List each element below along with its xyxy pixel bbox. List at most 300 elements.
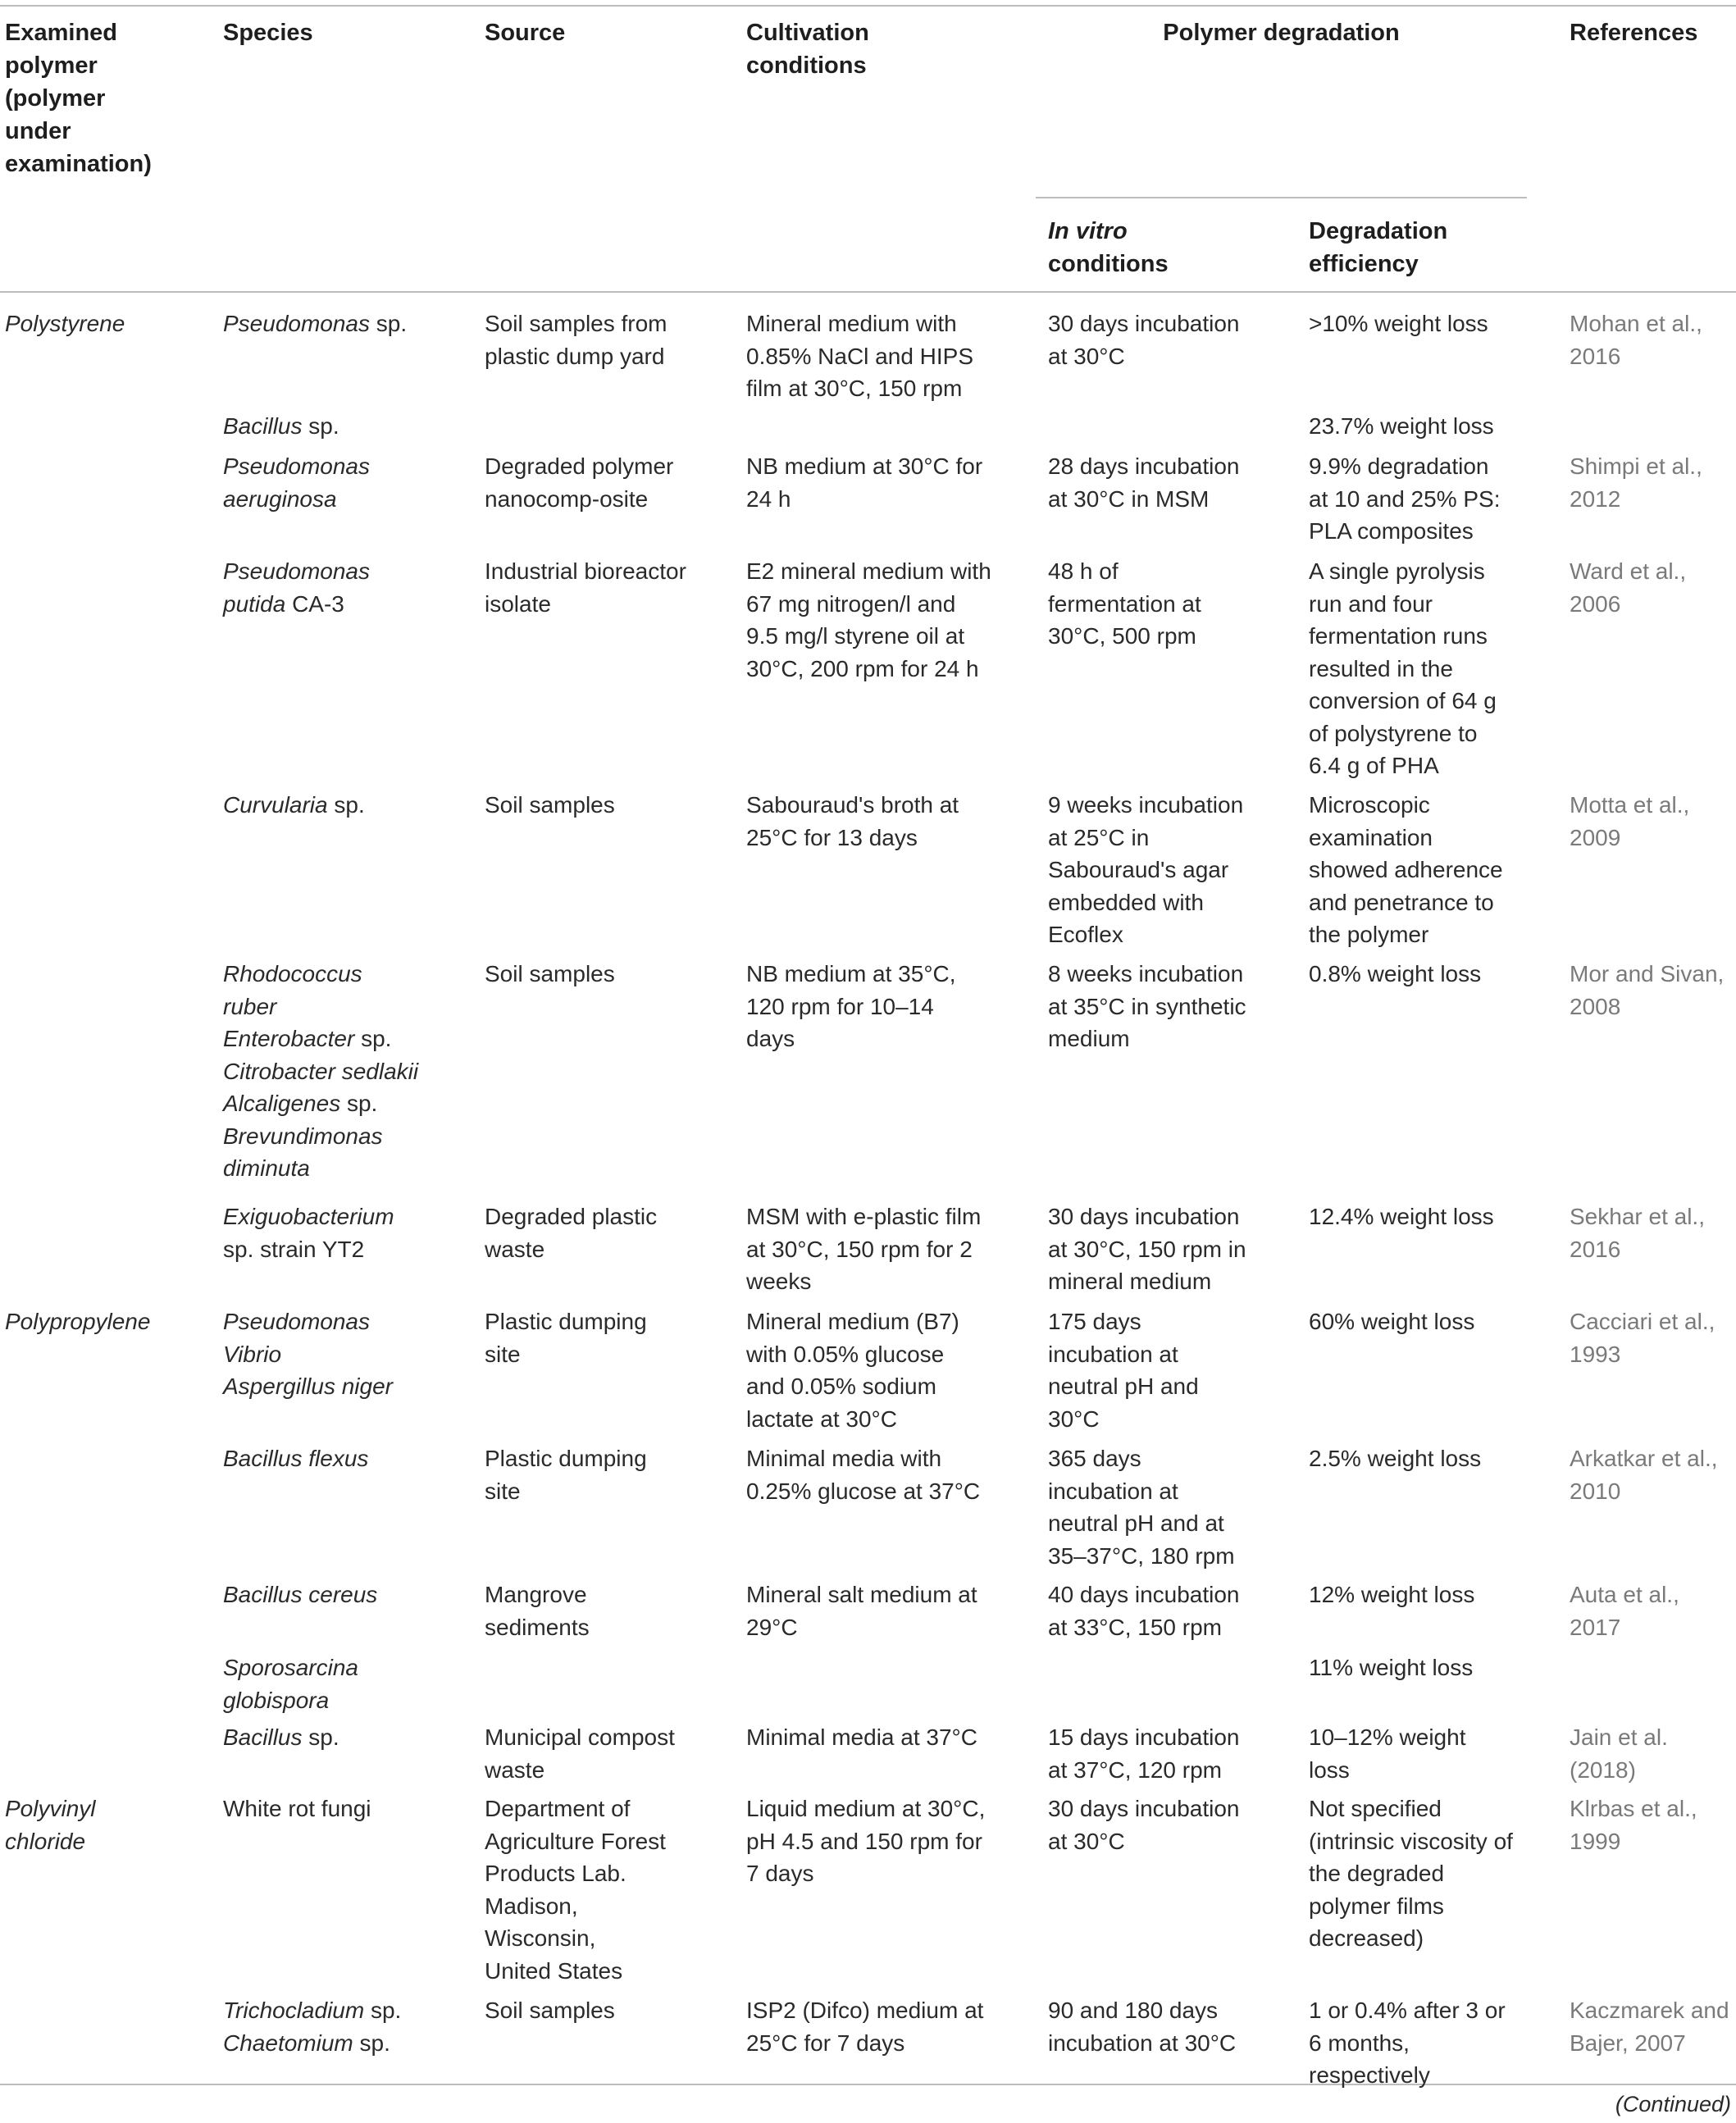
table-cell-cultivation bbox=[746, 1579, 977, 1643]
table-cell-source bbox=[485, 1305, 647, 1370]
invitro-line: neutral pH and at bbox=[1048, 1510, 1224, 1536]
species-suffix: sp. bbox=[370, 311, 408, 336]
invitro-line: 40 days incubation bbox=[1048, 1582, 1240, 1607]
reference-line: Kaczmarek and bbox=[1570, 1998, 1729, 2023]
reference-line: Arkatkar et al., bbox=[1570, 1446, 1718, 1471]
species-line bbox=[223, 1338, 393, 1371]
source-line: United States bbox=[485, 1957, 623, 1984]
reference-line: Shimpi et al., bbox=[1570, 453, 1702, 479]
species-line bbox=[223, 1023, 418, 1055]
species-name: Rhodococcus bbox=[223, 961, 362, 986]
cultivation-line: NB medium at 35°C, bbox=[746, 961, 956, 986]
invitro-line: mineral medium bbox=[1048, 1269, 1212, 1294]
species-name: Bacillus flexus bbox=[223, 1446, 369, 1471]
table-cell-invitro bbox=[1048, 1305, 1199, 1435]
efficiency-line: examination bbox=[1309, 824, 1433, 850]
reference-line: 2017 bbox=[1570, 1614, 1621, 1640]
table-cell-invitro bbox=[1048, 1579, 1240, 1643]
efficiency-line: at 10 and 25% PS: bbox=[1309, 485, 1501, 512]
source-line: Wisconsin, bbox=[485, 1925, 596, 1951]
invitro-line: incubation at 30°C bbox=[1048, 2030, 1237, 2056]
table-cell-reference bbox=[1570, 450, 1702, 515]
source-line: Degraded polymer bbox=[485, 453, 674, 479]
table-cell-reference bbox=[1570, 555, 1686, 620]
invitro-line: 30 days incubation bbox=[1048, 1204, 1240, 1229]
species-name: Bacillus cereus bbox=[223, 1582, 378, 1607]
invitro-line: 90 and 180 days bbox=[1048, 1998, 1219, 2023]
efficiency-line: 23.7% weight loss bbox=[1309, 413, 1494, 439]
table-cell-reference bbox=[1570, 1305, 1715, 1370]
table-cell-invitro bbox=[1048, 308, 1240, 372]
table-cell-invitro bbox=[1048, 958, 1246, 1055]
species-suffix: sp. bbox=[340, 1091, 378, 1116]
invitro-line: 8 weeks incubation bbox=[1048, 961, 1244, 986]
source-line: Soil samples bbox=[485, 961, 615, 986]
invitro-line: medium bbox=[1048, 1026, 1130, 1051]
species-line bbox=[223, 588, 370, 621]
species-name: Exiguobacterium bbox=[223, 1204, 394, 1229]
header-line: Cultivation bbox=[746, 20, 869, 46]
table-cell-polymer bbox=[5, 308, 125, 340]
source-line: Plastic dumping bbox=[485, 1309, 647, 1334]
reference-line: 1993 bbox=[1570, 1341, 1621, 1367]
cultivation-line: MSM with e-plastic film bbox=[746, 1204, 982, 1229]
cultivation-line: 7 days bbox=[746, 1861, 814, 1886]
header-references: References bbox=[1570, 20, 1698, 46]
invitro-line: embedded with bbox=[1048, 889, 1204, 915]
header-polymer bbox=[5, 16, 152, 180]
table-top-rule bbox=[0, 5, 1736, 7]
invitro-line: Sabouraud's agar bbox=[1048, 857, 1229, 882]
species-suffix: sp. bbox=[327, 792, 365, 818]
header-line: Examined bbox=[5, 20, 117, 46]
source-line: Products Lab. bbox=[485, 1861, 627, 1886]
table-cell-species bbox=[223, 1793, 371, 1825]
species-name: Pseudomonas bbox=[223, 558, 371, 584]
cultivation-line: 67 mg nitrogen/l and bbox=[746, 590, 956, 617]
cultivation-line: 0.85% NaCl and HIPS bbox=[746, 343, 974, 369]
efficiency-line: loss bbox=[1309, 1756, 1350, 1783]
source-line: site bbox=[485, 1341, 521, 1367]
table-cell-efficiency bbox=[1309, 958, 1481, 991]
header-line: conditions bbox=[746, 52, 867, 79]
source-line: Industrial bioreactor bbox=[485, 558, 686, 584]
subheader-rule bbox=[1036, 197, 1527, 198]
invitro-line: 30 days incubation bbox=[1048, 1796, 1240, 1821]
species-line bbox=[223, 483, 370, 516]
table-cell-efficiency bbox=[1309, 1442, 1481, 1475]
table-cell-species bbox=[223, 1579, 377, 1611]
header-species: Species bbox=[223, 20, 313, 46]
invitro-line: 48 h of bbox=[1048, 558, 1119, 584]
cultivation-line: Liquid medium at 30°C, bbox=[746, 1796, 986, 1821]
efficiency-line: 11% weight loss bbox=[1309, 1655, 1474, 1680]
species-line bbox=[223, 1200, 394, 1233]
table-cell-efficiency bbox=[1309, 555, 1497, 782]
reference-line: 2010 bbox=[1570, 1478, 1621, 1504]
species-name: Brevundimonas bbox=[223, 1123, 383, 1149]
table-cell-invitro bbox=[1048, 1200, 1246, 1298]
reference-line: 2006 bbox=[1570, 590, 1621, 617]
species-suffix: sp. bbox=[364, 1998, 402, 2023]
cultivation-line: 30°C, 200 rpm for 24 h bbox=[746, 655, 979, 681]
cultivation-line: Sabouraud's broth at bbox=[746, 792, 959, 818]
invitro-line: 9 weeks incubation bbox=[1048, 792, 1244, 818]
cultivation-line: 25°C for 7 days bbox=[746, 2030, 905, 2056]
reference-line: Motta et al., bbox=[1570, 792, 1690, 818]
efficiency-line: showed adherence bbox=[1309, 857, 1503, 882]
reference-line: Bajer, 2007 bbox=[1570, 2030, 1686, 2056]
table-cell-cultivation bbox=[746, 1442, 980, 1507]
table-cell-efficiency bbox=[1309, 1651, 1473, 1684]
efficiency-line: 6 months, bbox=[1309, 2030, 1410, 2056]
species-name: Citrobacter sedlakii bbox=[223, 1058, 419, 1084]
cultivation-line: Minimal media at 37°C bbox=[746, 1724, 977, 1750]
efficiency-line: 2.5% weight loss bbox=[1309, 1446, 1482, 1471]
table-cell-efficiency bbox=[1309, 1200, 1494, 1233]
table-cell-reference bbox=[1570, 1579, 1679, 1643]
source-line: Soil samples bbox=[485, 1998, 615, 2023]
table-cell-cultivation bbox=[746, 555, 991, 685]
cultivation-line: Minimal media with bbox=[746, 1446, 942, 1471]
species-name: aeruginosa bbox=[223, 485, 337, 512]
table-cell-polymer bbox=[5, 1793, 95, 1857]
table-cell-species bbox=[223, 1721, 339, 1754]
source-line: waste bbox=[485, 1756, 545, 1783]
continued-note: (Continued) bbox=[1615, 2092, 1731, 2116]
efficiency-line: conversion of 64 g bbox=[1309, 688, 1497, 713]
table-cell-species bbox=[223, 410, 339, 443]
source-line: Soil samples bbox=[485, 792, 615, 818]
reference-line: 2016 bbox=[1570, 1236, 1621, 1262]
invitro-line: fermentation at bbox=[1048, 590, 1201, 617]
cultivation-line: pH 4.5 and 150 rpm for bbox=[746, 1828, 982, 1854]
efficiency-line: fermentation runs bbox=[1309, 623, 1488, 649]
table-cell-efficiency bbox=[1309, 1579, 1474, 1611]
source-line: nanocomp-osite bbox=[485, 485, 649, 512]
species-line bbox=[223, 1120, 418, 1153]
invitro-line: at 30°C bbox=[1048, 1828, 1125, 1854]
table-cell-reference bbox=[1570, 789, 1689, 854]
cultivation-line: Mineral medium with bbox=[746, 311, 957, 336]
table-cell-efficiency bbox=[1309, 308, 1488, 340]
source-line: Plastic dumping bbox=[485, 1446, 647, 1471]
table-cell-source bbox=[485, 958, 615, 991]
species-name: putida bbox=[223, 590, 286, 617]
reference-line: Jain et al. bbox=[1570, 1724, 1668, 1750]
efficiency-line: 0.8% weight loss bbox=[1309, 961, 1482, 986]
species-suffix: White rot fungi bbox=[223, 1796, 371, 1821]
invitro-line: at 30°C in MSM bbox=[1048, 485, 1210, 512]
table-cell-source bbox=[485, 555, 686, 620]
species-name: Pseudomonas bbox=[223, 311, 371, 336]
species-name: globispora bbox=[223, 1687, 330, 1713]
table-cell-source bbox=[485, 450, 673, 515]
reference-line: 2012 bbox=[1570, 485, 1621, 512]
efficiency-line: A single pyrolysis bbox=[1309, 558, 1485, 584]
cultivation-line: NB medium at 30°C for bbox=[746, 453, 983, 479]
invitro-line: at 37°C, 120 rpm bbox=[1048, 1756, 1222, 1783]
header-line: examination) bbox=[5, 151, 152, 177]
table-cell-species bbox=[223, 789, 365, 822]
polymer-line: Polypropylene bbox=[5, 1309, 151, 1334]
species-line bbox=[223, 1152, 418, 1185]
table-cell-efficiency bbox=[1309, 410, 1494, 443]
header-line: conditions bbox=[1048, 251, 1169, 277]
source-line: waste bbox=[485, 1236, 545, 1262]
table-cell-species bbox=[223, 1994, 401, 2059]
invitro-line: 30 days incubation bbox=[1048, 311, 1240, 336]
cultivation-line: with 0.05% glucose bbox=[746, 1341, 945, 1367]
table-cell-reference bbox=[1570, 1721, 1668, 1786]
table-cell-invitro bbox=[1048, 1442, 1235, 1572]
cultivation-line: 0.25% glucose at 37°C bbox=[746, 1478, 981, 1504]
species-line bbox=[223, 1370, 393, 1403]
header-line: In vitro bbox=[1048, 218, 1128, 244]
cultivation-line: ISP2 (Difco) medium at bbox=[746, 1998, 984, 2023]
table-cell-source bbox=[485, 1721, 675, 1786]
species-line bbox=[223, 2027, 401, 2060]
species-name: Pseudomonas bbox=[223, 453, 371, 479]
reference-line: Auta et al., bbox=[1570, 1582, 1679, 1607]
species-line bbox=[223, 308, 407, 340]
species-line bbox=[223, 1651, 358, 1684]
source-line: Madison, bbox=[485, 1893, 578, 1919]
table-cell-source bbox=[485, 1994, 615, 2027]
efficiency-line: 1 or 0.4% after 3 or bbox=[1309, 1998, 1506, 2023]
cultivation-line: 9.5 mg/l styrene oil at bbox=[746, 623, 965, 649]
cultivation-line: 120 rpm for 10–14 bbox=[746, 993, 934, 1019]
efficiency-line: Not specified bbox=[1309, 1796, 1442, 1821]
cultivation-line: weeks bbox=[746, 1269, 812, 1294]
cultivation-line: days bbox=[746, 1026, 795, 1051]
species-line bbox=[223, 1793, 371, 1825]
source-line: plastic dump yard bbox=[485, 343, 665, 369]
species-suffix: sp. bbox=[353, 2030, 390, 2056]
invitro-line: at 25°C in bbox=[1048, 824, 1150, 850]
species-name: Bacillus bbox=[223, 1724, 303, 1750]
species-name: Chaetomium bbox=[223, 2030, 353, 2056]
invitro-line: neutral pH and bbox=[1048, 1374, 1199, 1399]
invitro-line: 15 days incubation bbox=[1048, 1724, 1240, 1750]
table-cell-efficiency bbox=[1309, 1305, 1474, 1338]
table-cell-species bbox=[223, 308, 407, 340]
table-cell-species bbox=[223, 555, 370, 620]
header-invitro bbox=[1048, 215, 1169, 280]
invitro-line: 175 days bbox=[1048, 1309, 1141, 1334]
table-cell-species bbox=[223, 450, 370, 515]
table-cell-reference bbox=[1570, 1994, 1729, 2059]
header-cultivation bbox=[746, 16, 869, 82]
efficiency-line: polymer films bbox=[1309, 1893, 1444, 1919]
table-cell-species bbox=[223, 958, 418, 1185]
cultivation-line: film at 30°C, 150 rpm bbox=[746, 376, 963, 401]
table-cell-efficiency bbox=[1309, 1994, 1506, 2092]
species-name: Vibrio bbox=[223, 1341, 282, 1367]
species-line bbox=[223, 789, 365, 822]
species-line bbox=[223, 1305, 393, 1338]
invitro-line: 30°C, 500 rpm bbox=[1048, 623, 1196, 649]
source-line: Agriculture Forest bbox=[485, 1828, 666, 1854]
table-cell-efficiency bbox=[1309, 450, 1501, 548]
species-line bbox=[223, 1994, 401, 2027]
efficiency-line: 10–12% weight bbox=[1309, 1724, 1466, 1750]
table-cell-cultivation bbox=[746, 1305, 959, 1435]
source-line: Mangrove bbox=[485, 1582, 587, 1607]
species-name: Trichocladium bbox=[223, 1998, 365, 2023]
reference-line: Ward et al., bbox=[1570, 558, 1687, 584]
header-polymer-degradation: Polymer degradation bbox=[1163, 20, 1400, 46]
species-line bbox=[223, 1055, 418, 1088]
efficiency-line: Microscopic bbox=[1309, 792, 1430, 818]
invitro-line: 35–37°C, 180 rpm bbox=[1048, 1542, 1235, 1569]
invitro-line: 28 days incubation bbox=[1048, 453, 1240, 479]
header-line: efficiency bbox=[1309, 251, 1419, 277]
cultivation-line: lactate at 30°C bbox=[746, 1405, 897, 1432]
table-cell-cultivation bbox=[746, 1793, 985, 1890]
efficiency-line: the degraded bbox=[1309, 1861, 1445, 1886]
reference-line: 2016 bbox=[1570, 343, 1621, 369]
cultivation-line: Mineral medium (B7) bbox=[746, 1309, 959, 1334]
table-cell-cultivation bbox=[746, 450, 982, 515]
invitro-line: at 30°C, 150 rpm in bbox=[1048, 1236, 1246, 1262]
source-line: Degraded plastic bbox=[485, 1204, 658, 1229]
species-name: diminuta bbox=[223, 1155, 310, 1181]
reference-line: Klrbas et al., bbox=[1570, 1796, 1697, 1821]
source-line: isolate bbox=[485, 590, 551, 617]
header-line: under bbox=[5, 118, 71, 144]
reference-line: 2008 bbox=[1570, 993, 1621, 1019]
species-name: Alcaligenes bbox=[223, 1091, 341, 1116]
table-cell-efficiency bbox=[1309, 789, 1503, 951]
table-cell-invitro bbox=[1048, 1793, 1240, 1857]
efficiency-line: run and four bbox=[1309, 590, 1433, 617]
reference-line: 1999 bbox=[1570, 1828, 1621, 1854]
species-name: Aspergillus niger bbox=[223, 1374, 393, 1399]
table-cell-invitro bbox=[1048, 1721, 1240, 1786]
cultivation-line: at 30°C, 150 rpm for 2 bbox=[746, 1236, 973, 1262]
polymer-line: chloride bbox=[5, 1828, 86, 1854]
species-name: Bacillus bbox=[223, 413, 303, 439]
table-cell-species bbox=[223, 1651, 358, 1716]
efficiency-line: and penetrance to bbox=[1309, 889, 1494, 915]
species-name: Curvularia bbox=[223, 792, 328, 818]
reference-line: Cacciari et al., bbox=[1570, 1309, 1715, 1334]
species-line bbox=[223, 450, 370, 483]
table-cell-source bbox=[485, 789, 615, 822]
species-line bbox=[223, 1233, 394, 1266]
source-line: sediments bbox=[485, 1614, 590, 1640]
table-cell-invitro bbox=[1048, 555, 1201, 653]
header-bottom-rule bbox=[0, 291, 1736, 293]
efficiency-line: 6.4 g of PHA bbox=[1309, 753, 1439, 778]
species-name: Sporosarcina bbox=[223, 1655, 358, 1680]
table-cell-reference bbox=[1570, 958, 1724, 1023]
table-cell-reference bbox=[1570, 1200, 1705, 1265]
source-line: Department of bbox=[485, 1796, 631, 1821]
efficiency-line: 12% weight loss bbox=[1309, 1582, 1475, 1607]
table-cell-invitro bbox=[1048, 789, 1243, 951]
table-cell-reference bbox=[1570, 308, 1702, 372]
table-cell-reference bbox=[1570, 1793, 1697, 1857]
species-line bbox=[223, 410, 339, 443]
table-cell-source bbox=[485, 1200, 657, 1265]
invitro-line: 365 days bbox=[1048, 1446, 1141, 1471]
invitro-line: incubation at bbox=[1048, 1341, 1178, 1367]
species-line bbox=[223, 958, 418, 991]
table-cell-species bbox=[223, 1305, 393, 1403]
invitro-line: 30°C bbox=[1048, 1405, 1100, 1432]
species-line bbox=[223, 991, 418, 1023]
table-cell-source bbox=[485, 1579, 590, 1643]
invitro-line: at 33°C, 150 rpm bbox=[1048, 1614, 1222, 1640]
header-efficiency bbox=[1309, 215, 1447, 280]
table-cell-species bbox=[223, 1442, 368, 1475]
efficiency-line: 60% weight loss bbox=[1309, 1309, 1475, 1334]
cultivation-line: 25°C for 13 days bbox=[746, 824, 918, 850]
table-cell-reference bbox=[1570, 1442, 1718, 1507]
header-source: Source bbox=[485, 20, 566, 46]
invitro-line: at 35°C in synthetic bbox=[1048, 993, 1246, 1019]
reference-line: Sekhar et al., bbox=[1570, 1204, 1705, 1229]
reference-line: (2018) bbox=[1570, 1756, 1636, 1783]
table-cell-cultivation bbox=[746, 789, 959, 854]
source-line: site bbox=[485, 1478, 521, 1504]
header-line: (polymer bbox=[5, 85, 106, 112]
invitro-line: incubation at bbox=[1048, 1478, 1178, 1504]
efficiency-line: (intrinsic viscosity of bbox=[1309, 1828, 1513, 1854]
efficiency-line: respectively bbox=[1309, 2062, 1430, 2088]
efficiency-line: 12.4% weight loss bbox=[1309, 1204, 1494, 1229]
invitro-line: at 30°C bbox=[1048, 343, 1125, 369]
polymer-line: Polystyrene bbox=[5, 311, 125, 336]
header-line: polymer bbox=[5, 52, 98, 79]
species-name: ruber bbox=[223, 993, 277, 1019]
table-cell-cultivation bbox=[746, 1721, 977, 1754]
source-line: Soil samples from bbox=[485, 311, 668, 336]
cultivation-line: and 0.05% sodium bbox=[746, 1374, 936, 1399]
reference-line: Mor and Sivan, bbox=[1570, 961, 1725, 986]
efficiency-line: PLA composites bbox=[1309, 518, 1474, 544]
table-cell-source bbox=[485, 1442, 647, 1507]
table-cell-species bbox=[223, 1200, 394, 1265]
species-line bbox=[223, 1721, 339, 1754]
species-line bbox=[223, 555, 370, 588]
cultivation-line: 29°C bbox=[746, 1614, 798, 1640]
species-line bbox=[223, 1087, 418, 1120]
species-name: Pseudomonas bbox=[223, 1309, 371, 1334]
efficiency-line: resulted in the bbox=[1309, 655, 1453, 681]
efficiency-line: the polymer bbox=[1309, 922, 1429, 947]
table-cell-polymer bbox=[5, 1305, 150, 1338]
efficiency-line: decreased) bbox=[1309, 1925, 1424, 1951]
source-line: Municipal compost bbox=[485, 1724, 675, 1750]
table-cell-cultivation bbox=[746, 1994, 983, 2059]
species-suffix: sp. bbox=[302, 413, 339, 439]
table-cell-invitro bbox=[1048, 1994, 1236, 2059]
species-suffix: CA-3 bbox=[285, 590, 344, 617]
cultivation-line: Mineral salt medium at bbox=[746, 1582, 977, 1607]
efficiency-line: 9.9% degradation bbox=[1309, 453, 1489, 479]
table-cell-source bbox=[485, 1793, 666, 1987]
efficiency-line: of polystyrene to bbox=[1309, 720, 1478, 746]
invitro-line: Ecoflex bbox=[1048, 922, 1123, 947]
table-cell-invitro bbox=[1048, 450, 1240, 515]
cultivation-line: 24 h bbox=[746, 485, 791, 512]
header-line: Degradation bbox=[1309, 218, 1448, 244]
efficiency-line: >10% weight loss bbox=[1309, 311, 1488, 336]
table-cell-efficiency bbox=[1309, 1793, 1513, 1955]
